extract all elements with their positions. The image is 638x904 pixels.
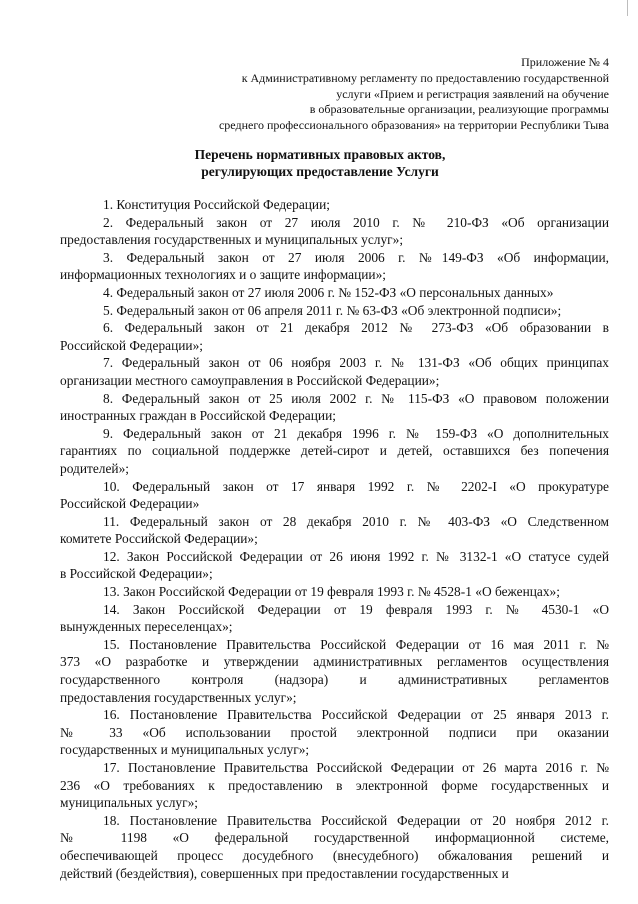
list-item	[60, 425, 609, 478]
list-item	[60, 706, 609, 759]
list-item-line: гарантиях по социальной поддержке детей-сирот и детей, оставшихся без попечения	[60, 443, 609, 459]
normative-acts-list	[60, 196, 609, 882]
list-item-line: 373 «О разработке и утверждении административных регламентов осуществления	[60, 654, 609, 670]
list-item-line: родителей»;	[60, 460, 129, 476]
list-item-line: 2. Федеральный закон от 27 июля 2010 г. № 210-ФЗ «Об организации	[103, 214, 609, 230]
list-item	[60, 759, 609, 812]
list-item-line: 18. Постановление Правительства Российской Федерации от 20 ноября 2012 г.	[103, 812, 609, 828]
header-line: услуги «Прием и регистрация заявлений на обучение	[336, 86, 609, 101]
list-item-line: 236 «О требованиях к предоставлению в электронной форме государственных и	[60, 777, 609, 793]
list-item-line: Российской Федерации»	[60, 496, 200, 512]
list-item-line: 17. Постановление Правительства Российской Федерации от 26 марта 2016 г. №	[103, 760, 609, 775]
list-item-line: 11. Федеральный закон от 28 декабря 2010 г. № 403-ФЗ «О Следственном	[103, 513, 609, 529]
list-item	[60, 478, 609, 513]
list-item-line: 16. Постановление Правительства Российской Федерации от 25 января 2013 г.	[103, 707, 609, 723]
list-item	[60, 513, 609, 548]
list-item	[60, 249, 609, 284]
list-item	[60, 354, 609, 389]
list-item	[60, 319, 609, 354]
list-item-line: государственных и муниципальных услуг»;	[60, 742, 310, 758]
list-item-line: 8. Федеральный закон от 25 июля 2002 г. № 115-ФЗ «О правовом положении	[103, 390, 609, 406]
list-item-line: № 33 «Об использовании простой электронной подписи при оказании	[60, 724, 609, 740]
list-item-line: 6. Федеральный закон от 21 декабря 2012 № 273-ФЗ «Об образовании в	[103, 320, 609, 336]
list-item	[60, 583, 609, 601]
list-item-line: предоставления государственных услуг»;	[60, 689, 297, 705]
title-line: Перечень нормативных правовых актов,	[194, 147, 446, 162]
title-line: регулирующих предоставление Услуги	[201, 164, 439, 179]
list-item-line: в Российской Федерации»;	[60, 566, 213, 582]
list-item-line: 7. Федеральный закон от 06 ноября 2003 г. № 131-ФЗ «Об общих принципах	[103, 355, 609, 371]
list-item-line: информационных технологиях и о защите информации»;	[60, 267, 387, 283]
list-item	[60, 601, 609, 636]
list-item-line: № 1198 «О федеральной государственной информационной системе,	[60, 830, 609, 846]
list-item	[60, 302, 609, 320]
list-item-line: 10. Федеральный закон от 17 января 1992 г. № 2202-I «О прокуратуре	[103, 478, 609, 494]
list-item-line: предоставления государственных и муниципальных услуг»;	[60, 232, 404, 248]
list-item-line: 3. Федеральный закон от 27 июля 2006 г. №149-ФЗ «Об информации,	[103, 249, 609, 265]
list-item-line: 4. Федеральный закон от 27 июля 2006 г. № 152-ФЗ «О персональных данных»	[103, 284, 554, 300]
header-line: Приложение № 4	[521, 55, 609, 69]
list-item-line: организации местного самоуправления в Российской Федерации»;	[60, 372, 440, 388]
list-item-line: 13. Закон Российской Федерации от 19 февраля 1993 г. № 4528-1 «О беженцах»;	[103, 584, 560, 600]
list-item-line: 1. Конституция Российской Федерации;	[103, 197, 330, 212]
appendix-header	[169, 55, 609, 134]
list-item-line: 14. Закон Российской Федерации от 19 февраля 1993 г. № 4530-1 «О	[103, 601, 609, 617]
list-item-line: 9. Федеральный закон от 21 декабря 1996 г. № 159-ФЗ «О дополнительных	[103, 425, 609, 441]
list-item	[60, 812, 609, 882]
list-item	[60, 214, 609, 249]
document-title	[60, 146, 580, 180]
list-item-line: государственного контроля (надзора) и административных регламентов	[60, 672, 609, 688]
header-line: к Административному регламенту по предоставлению государственной	[241, 70, 609, 85]
list-item-line: 12. Закон Российской Федерации от 26 июня 1992 г. № 3132-1 «О статусе судей	[103, 548, 609, 564]
list-item-line: комитете Российской Федерации»;	[60, 531, 258, 547]
list-item	[60, 196, 609, 214]
list-item-line: 5. Федеральный закон от 06 апреля 2011 г. № 63-ФЗ «Об электронной подписи»;	[103, 302, 562, 318]
scan-edge-mark	[627, 0, 628, 16]
list-item-line: иностранных граждан в Российской Федерации;	[60, 408, 336, 424]
header-line: в образовательные организации, реализующие программы	[309, 102, 609, 117]
header-line: среднего профессионального образования» на территории Республики Тыва	[218, 118, 609, 133]
list-item-line: обеспечивающей процесс досудебного (внесудебного) обжалования решений и	[60, 847, 609, 863]
list-item-line: действий (бездействия), совершенных при предоставлении государственных и	[60, 865, 509, 881]
list-item	[60, 548, 609, 583]
list-item-line: муниципальных услуг»;	[60, 795, 198, 811]
list-item-line: Российской Федерации»;	[60, 337, 203, 353]
list-item	[60, 390, 609, 425]
list-item-line: вынужденных переселенцах»;	[60, 619, 233, 635]
list-item	[60, 636, 609, 706]
list-item-line: 15. Постановление Правительства Российской Федерации от 16 мая 2011 г. №	[103, 636, 609, 652]
list-item	[60, 284, 609, 302]
